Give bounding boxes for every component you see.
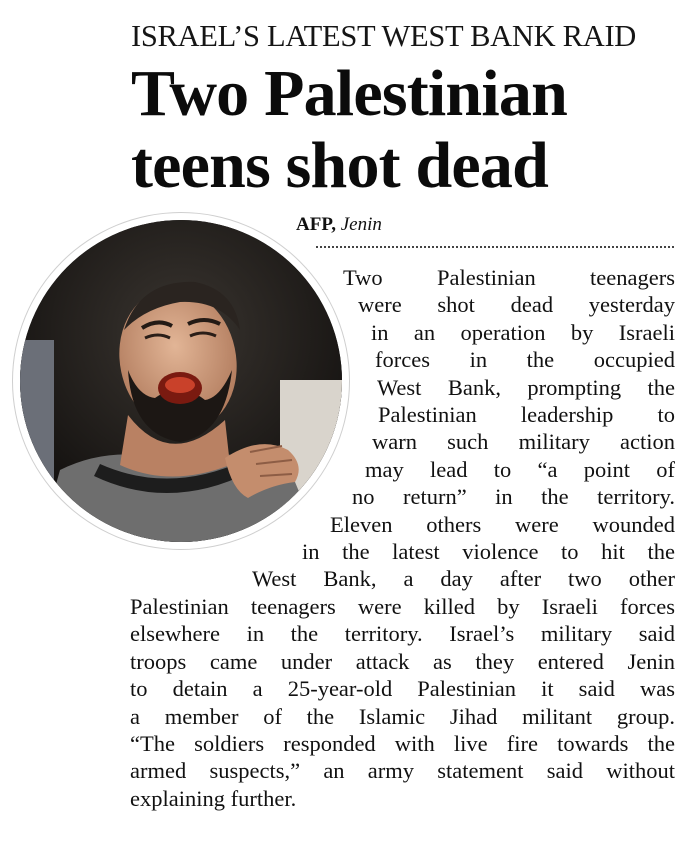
body-line: a member of the Islamic Jihad militant group. bbox=[130, 703, 675, 729]
body-line: Palestinian teenagers were killed by Israeli forces bbox=[130, 593, 675, 619]
body-line: elsewhere in the territory. Israel’s military said bbox=[130, 621, 675, 647]
body-line: in the latest violence to hit the bbox=[302, 539, 675, 565]
body-line: warn such military action bbox=[372, 429, 675, 455]
body-line: troops came under attack as they entered Jenin bbox=[130, 648, 675, 674]
body-line: armed suspects,” an army statement said without bbox=[130, 758, 675, 784]
article-headline bbox=[131, 58, 676, 202]
body-line: forces in the occupied bbox=[375, 347, 675, 373]
byline-agency: AFP, bbox=[296, 214, 336, 235]
body-line: to detain a 25-year-old Palestinian it said was bbox=[130, 676, 675, 702]
body-line: Palestinian leadership to bbox=[378, 402, 675, 428]
article-kicker: ISRAEL’S LATEST WEST BANK RAID bbox=[131, 19, 637, 53]
byline bbox=[296, 214, 382, 236]
body-line: “The soldiers responded with live fire towards the bbox=[130, 730, 675, 756]
body-line: were shot dead yesterday bbox=[358, 292, 675, 318]
byline-location: Jenin bbox=[340, 214, 382, 235]
body-line: West Bank, prompting the bbox=[377, 374, 675, 400]
dotted-divider bbox=[316, 246, 674, 248]
body-line: in an operation by Israeli bbox=[371, 319, 675, 345]
body-line: West Bank, a day after two other bbox=[252, 566, 675, 592]
body-line: may lead to “a point of bbox=[365, 456, 675, 482]
body-line: no return” in the territory. bbox=[352, 484, 675, 510]
headline-line-1: Two Palestinian bbox=[131, 57, 567, 130]
body-line: Two Palestinian teenagers bbox=[343, 265, 675, 290]
body-line: explaining further. bbox=[130, 785, 297, 811]
article-body bbox=[130, 264, 675, 812]
headline-line-2: teens shot dead bbox=[131, 129, 549, 202]
body-line: Eleven others were wounded bbox=[330, 511, 675, 537]
